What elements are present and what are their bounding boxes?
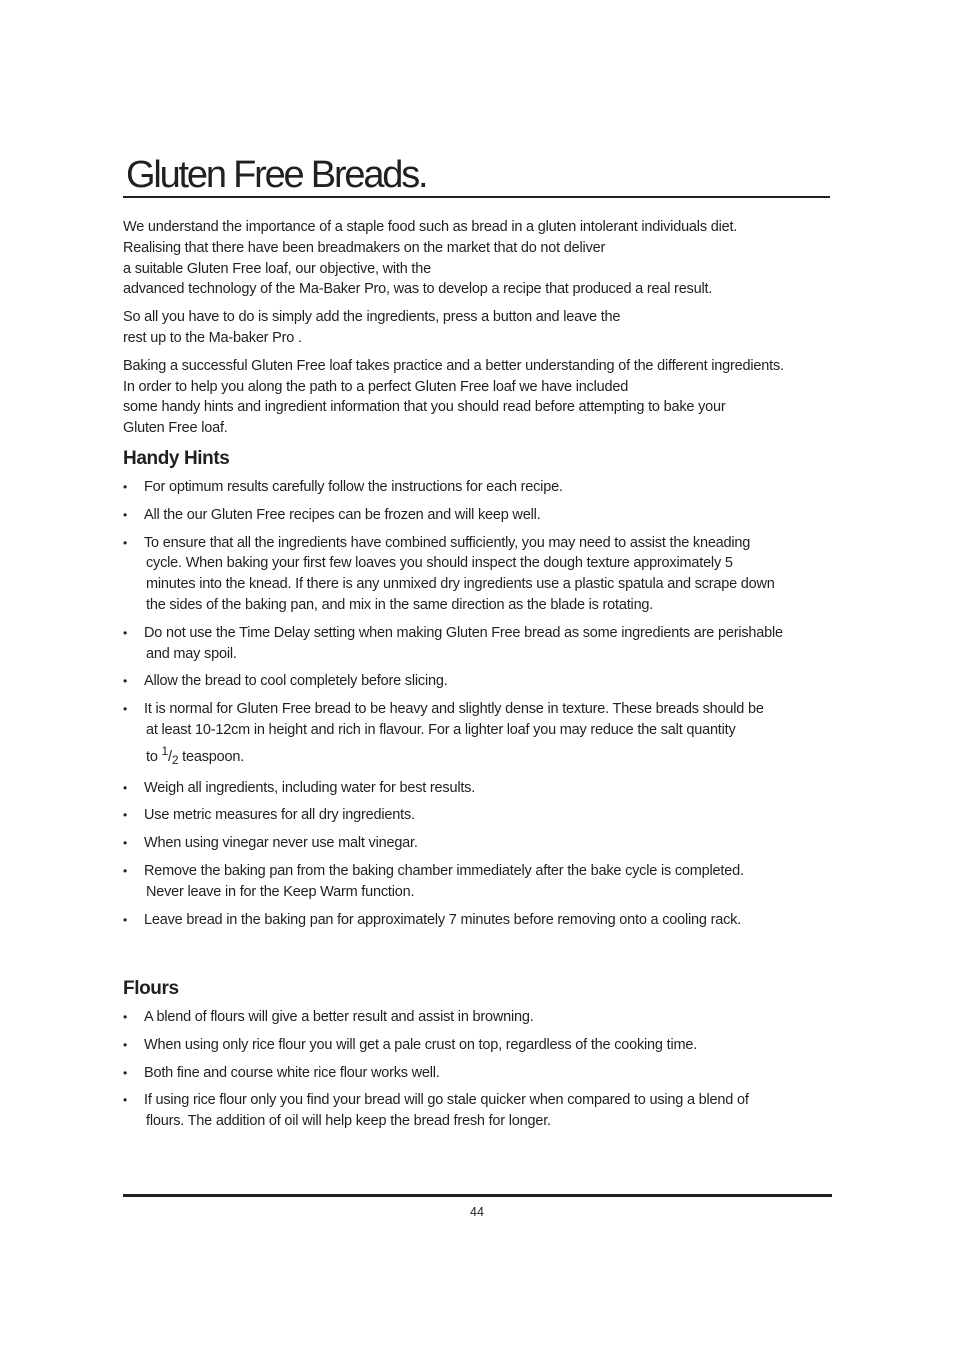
text-line: • When using vinegar never use malt vinegar. — [144, 835, 418, 852]
fraction-numerator: 1 — [161, 743, 169, 758]
text-line: • When using only rice flour you will get a pale crust on top, regardless of the cooking time. — [144, 1036, 698, 1053]
text-line: minutes into the knead. If there is any unmixed dry ingredients use a plastic spatula and scrape down — [146, 576, 775, 593]
intro-text — [123, 217, 823, 446]
text-line: and may spoil. — [146, 645, 237, 662]
list-item — [123, 1090, 823, 1132]
footer-divider — [123, 1194, 832, 1197]
text-line: In order to help you along the path to a perfect Gluten Free loaf we have included — [123, 378, 629, 395]
list-item — [123, 671, 823, 692]
list-item — [123, 1007, 823, 1028]
handy-hints-heading: Handy Hints — [123, 448, 230, 469]
text-line: at least 10-12cm in height and rich in flavour. For a lighter loaf you may reduce the salt quantity — [146, 721, 736, 738]
text-line: flours. The addition of oil will help keep the bread fresh for longer. — [146, 1113, 551, 1130]
text-line: • All the our Gluten Free recipes can be frozen and will keep well. — [144, 506, 541, 523]
text-line: the sides of the baking pan, and mix in the same direction as the blade is rotating. — [146, 596, 654, 613]
intro-paragraph — [123, 217, 823, 300]
list-item — [123, 805, 823, 826]
text-line: • It is normal for Gluten Free bread to be heavy and slightly dense in texture. These breads should be — [144, 701, 764, 718]
text-line: • Leave bread in the baking pan for approximately 7 minutes before removing onto a cooling rack. — [144, 911, 742, 928]
text-line: • A blend of flours will give a better result and assist in browning. — [144, 1009, 534, 1025]
list-item — [123, 699, 823, 770]
text-line: a suitable Gluten Free loaf, our objective, with the — [123, 260, 431, 277]
title-divider — [123, 196, 830, 198]
text-line: • If using rice flour only you find your bread will go stale quicker when compared to using a blend of — [144, 1092, 749, 1109]
text-line: Never leave in for the Keep Warm function. — [146, 883, 415, 900]
text-line: advanced technology of the Ma-Baker Pro, was to develop a recipe that produced a real result. — [123, 281, 713, 298]
list-item — [123, 910, 823, 931]
text-line: • Use metric measures for all dry ingredients. — [144, 807, 415, 824]
text-line: • To ensure that all the ingredients have combined sufficiently, you may need to assist the kneading — [144, 534, 751, 551]
list-item — [123, 861, 823, 903]
flours-list — [123, 1007, 823, 1139]
text-line: We understand the importance of a staple food such as bread in a gluten intolerant individuals diet. — [123, 219, 738, 235]
text-line: Realising that there have been breadmakers on the market that do not deliver — [123, 239, 606, 256]
intro-paragraph — [123, 307, 823, 349]
page-number: 44 — [470, 1205, 484, 1219]
text-line: • Do not use the Time Delay setting when making Gluten Free bread as some ingredients are perishable — [144, 624, 783, 641]
text-line: Gluten Free loaf. — [123, 420, 228, 437]
fraction-prefix: to — [146, 748, 162, 765]
text-line: cycle. When baking your first few loaves you should inspect the dough texture approximately 5 — [146, 555, 733, 572]
text-line: • Allow the bread to cool completely before slicing. — [144, 673, 448, 690]
list-item — [123, 1035, 823, 1056]
fraction-slash: / — [168, 748, 172, 765]
fraction-denominator: 2 — [171, 752, 179, 767]
text-line: some handy hints and ingredient information that you should read before attempting to bake your — [123, 399, 726, 416]
text-line: So all you have to do is simply add the ingredients, press a button and leave the — [123, 309, 621, 326]
handy-hints-list — [123, 477, 823, 937]
fraction-suffix: teaspoon. — [178, 748, 245, 765]
page-title: Gluten Free Breads. — [126, 154, 427, 196]
list-item — [123, 833, 823, 854]
text-line: Baking a successful Gluten Free loaf takes practice and a better understanding of the different ingredients. — [123, 357, 784, 374]
list-item — [123, 1063, 823, 1084]
text-line: • Remove the baking pan from the baking chamber immediately after the bake cycle is completed. — [144, 862, 744, 879]
intro-paragraph — [123, 356, 823, 439]
list-item — [123, 505, 823, 526]
text-line: rest up to the Ma-baker Pro . — [123, 329, 302, 346]
list-item — [123, 623, 823, 665]
text-line: • Weigh all ingredients, including water for best results. — [144, 779, 476, 796]
text-line: • Both fine and course white rice flour works well. — [144, 1064, 440, 1081]
fraction-line — [144, 741, 823, 771]
flours-heading: Flours — [123, 978, 179, 999]
text-line: • For optimum results carefully follow the instructions for each recipe. — [144, 479, 563, 495]
list-item — [123, 533, 823, 616]
list-item — [123, 778, 823, 799]
list-item — [123, 477, 823, 498]
